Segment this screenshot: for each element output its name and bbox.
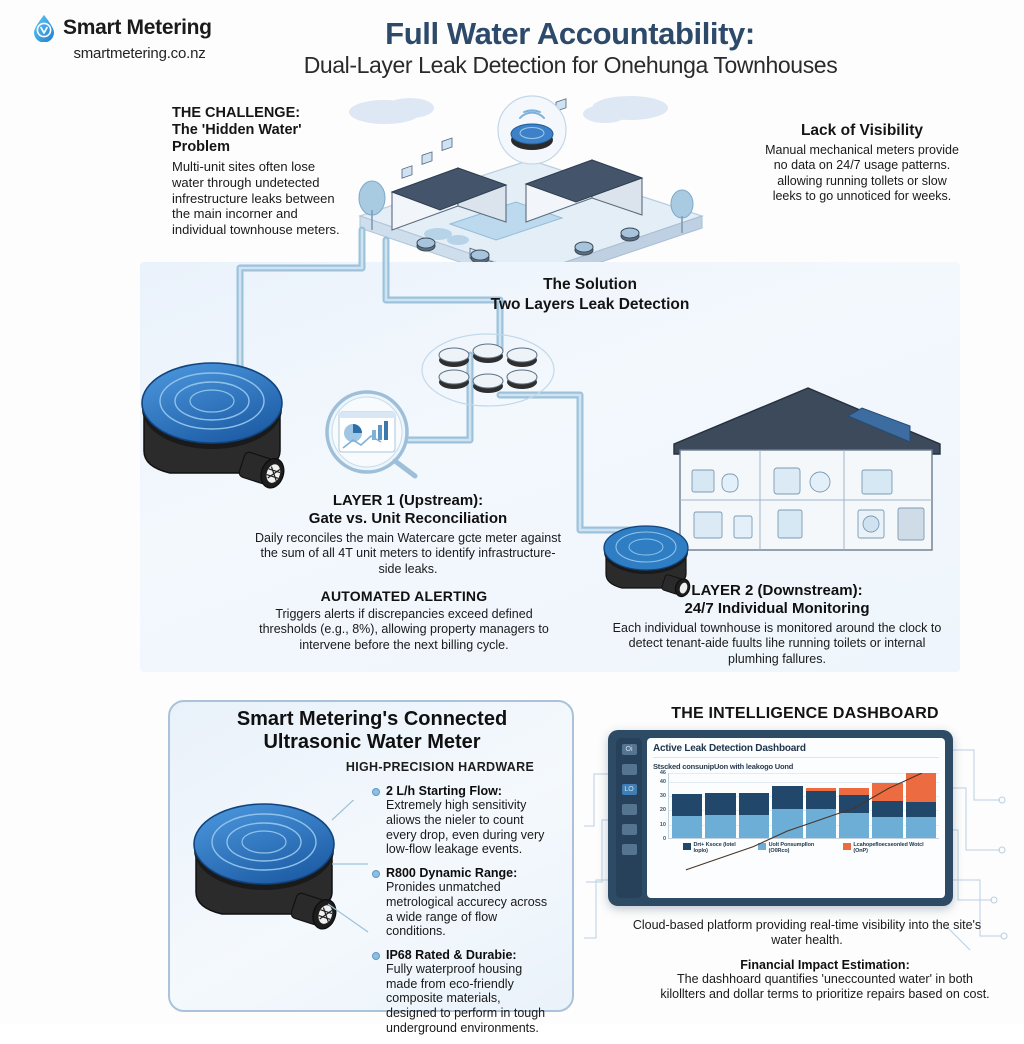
chart-bar xyxy=(672,794,702,838)
dashboard-screen xyxy=(647,738,945,898)
chart-y-tick: 0 xyxy=(662,836,666,842)
layer2-heading-line2: 24/7 Individual Monitoring xyxy=(684,600,870,617)
leak-chart xyxy=(653,770,939,855)
solution-line1: The Solution xyxy=(543,276,637,293)
layer1-heading xyxy=(252,492,564,528)
chart-bar-segment xyxy=(872,783,902,801)
chart-legend xyxy=(668,842,939,855)
chart-bar-segment xyxy=(839,813,869,838)
bullet-dot-icon xyxy=(372,788,380,796)
layer2-heading-line1: LAYER 2 (Downstream): xyxy=(691,582,863,599)
hardware-title-line1: Smart Metering's Connected xyxy=(236,708,508,730)
water-droplet-icon xyxy=(32,14,56,42)
chart-bar-segment xyxy=(806,791,836,810)
chart-legend-item xyxy=(683,842,751,855)
bullet-dot-icon xyxy=(372,952,380,960)
chart-title: Stscked consunipUon with leakogo Uond xyxy=(653,762,794,771)
challenge-body: Multi-unit sites often lose water through undetected infrestructure leaks between the main incorner and individual townhouse meters. xyxy=(172,159,340,237)
hardware-subheading: HIGH-PRECISION HARDWARE xyxy=(345,760,535,774)
visibility-heading: Lack of Visibility xyxy=(800,122,924,139)
chart-gridline xyxy=(669,773,939,774)
brand-name: Smart Metering xyxy=(63,16,212,39)
chart-bar xyxy=(906,773,936,838)
chart-bar xyxy=(739,793,769,838)
chart-bar-segment xyxy=(906,773,936,802)
dashboard-screen-title: Active Leak Detection Dashboard xyxy=(653,743,939,758)
alerting-body: Triggers alerts if discrepancies exceed defined thresholds (e.g., 8%), allowing property managers to intervene before the next billing cycle. xyxy=(259,607,549,652)
chart-bar-segment xyxy=(839,788,869,795)
list-item xyxy=(372,784,554,857)
hardware-item-label: R800 Dynamic Range: xyxy=(386,865,518,880)
hardware-feature-list xyxy=(372,784,554,1044)
menu-icon[interactable] xyxy=(622,764,637,775)
challenge-heading-line2: Problem xyxy=(172,139,231,156)
legend-swatch xyxy=(758,843,766,850)
chart-bar-segment xyxy=(772,786,802,809)
page-title: Full Water Accountability: xyxy=(385,16,755,51)
layer1-block xyxy=(252,492,564,577)
rail-icon-oi[interactable]: Oi xyxy=(622,744,637,755)
chart-legend-item xyxy=(843,842,939,855)
hardware-item-label: IP68 Rated & Durabie: xyxy=(386,947,517,962)
solution-line2: Two Layers Leak Detection xyxy=(490,295,690,313)
list-item xyxy=(372,948,554,1036)
legend-label: Drt+ Ksoce (lotel loplo) xyxy=(693,842,736,855)
chart-y-tick: 30 xyxy=(659,792,666,799)
chart-y-tick: 40 xyxy=(659,778,666,785)
chart-bar xyxy=(839,788,869,838)
chart-bar-segment xyxy=(772,809,802,838)
chart-y-tick: 10 xyxy=(659,821,666,828)
chart-bar-segment xyxy=(872,817,902,838)
visibility-block xyxy=(762,122,962,204)
brand-url: smartmetering.co.nz xyxy=(73,45,206,62)
visibility-body: Manual mechanical meters provide no data on 24/7 usage patterns. allowing running tollets or slow leeks to go unnoticed for weeks. xyxy=(765,143,959,203)
meter-cluster-illustration xyxy=(418,330,558,410)
hardware-item-body: Extremely high sensitivity aliows the nieler to count every drop, even during very low-flow leakage events. xyxy=(386,798,545,857)
chart-y-axis xyxy=(653,770,667,842)
analytics-magnifier-icon xyxy=(315,390,425,480)
bullet-dot-icon xyxy=(372,870,380,878)
layer2-heading xyxy=(612,582,942,618)
financial-impact-body: The dashhoard quantifies 'uneccounted water' in both kilollters and dollar terms to prioritize repairs based on cost. xyxy=(660,972,990,1001)
dashboard-monitor xyxy=(608,730,953,906)
dot-icon[interactable] xyxy=(622,844,637,855)
list-item xyxy=(372,866,554,939)
hardware-item-body: Pronides unmatched metrological accurecy across a wide range of flow conditions. xyxy=(386,880,548,939)
challenge-eyebrow: THE CHALLENGE: xyxy=(172,105,301,121)
financial-impact-heading: Financial Impact Estimation: xyxy=(740,958,910,972)
chart-bar-segment xyxy=(705,815,735,838)
gear-icon[interactable] xyxy=(622,824,637,835)
chart-bar-segment xyxy=(872,801,902,818)
panel-icon[interactable] xyxy=(622,804,637,815)
chart-y-tick: 20 xyxy=(659,807,666,814)
rail-icon-lo[interactable]: LO xyxy=(622,784,637,795)
chart-bar-segment xyxy=(806,809,836,838)
layer2-body: Each individual townhouse is monitored around the clock to detect tenant-aide fuults lihe running toilets or internal plumhing fallures. xyxy=(612,621,942,666)
chart-y-tick: 46 xyxy=(659,770,666,776)
dashboard-sidebar-rail xyxy=(616,738,642,898)
chart-bar-segment xyxy=(906,817,936,838)
chart-bar xyxy=(772,786,802,838)
layer2-block xyxy=(612,582,942,667)
hardware-item-label: 2 L/h Starting Flow: xyxy=(386,784,502,798)
legend-label: Lcahopefloecseonled Wotcl (OnP) xyxy=(853,842,924,855)
chart-bar-segment xyxy=(739,793,769,815)
challenge-heading-line1: The 'Hidden Water' xyxy=(172,122,302,139)
dashboard-section-title: THE INTELLIGENCE DASHBOARD xyxy=(671,705,939,722)
chart-bar-segment xyxy=(672,816,702,838)
challenge-heading xyxy=(172,105,347,156)
chart-legend-item xyxy=(758,842,836,855)
chart-bar-segment xyxy=(839,795,869,813)
hardware-title-line2: Ultrasonic Water Meter xyxy=(263,731,481,753)
layer1-body: Daily reconciles the main Watercare gcte meter against the sum of all 4T unit meters to identify infrastructure-side leaks. xyxy=(255,531,561,576)
chart-plot-area xyxy=(668,773,939,839)
hardware-item-body: Fully waterproof housing made from eco-friendly composite materials, designed to perform in tough underground environments. xyxy=(386,962,546,1035)
chart-bar-segment xyxy=(739,815,769,838)
chart-bar xyxy=(705,793,735,838)
chart-bar xyxy=(806,788,836,838)
chart-bar-segment xyxy=(672,794,702,817)
alerting-block xyxy=(256,588,552,653)
page-subtitle: Dual-Layer Leak Detection for Onehunga Townhouses xyxy=(303,52,838,78)
chart-bar xyxy=(872,783,902,838)
alerting-heading: AUTOMATED ALERTING xyxy=(320,588,488,604)
legend-swatch xyxy=(843,843,851,850)
solution-heading xyxy=(440,275,740,315)
hardware-title xyxy=(178,708,566,754)
chart-bar-segment xyxy=(906,802,936,817)
layer1-heading-line2: Gate vs. Unit Reconciliation xyxy=(308,510,508,527)
brand-block xyxy=(32,14,247,62)
legend-label: Uolt Ponsumpllon (O0Rco) xyxy=(768,842,815,855)
legend-swatch xyxy=(683,843,691,850)
hardware-meter-illustration xyxy=(182,800,372,940)
chart-bar-segment xyxy=(705,793,735,815)
brand-row xyxy=(32,14,247,42)
layer1-heading-line1: LAYER 1 (Upstream): xyxy=(332,492,484,509)
financial-impact-block xyxy=(660,958,990,1002)
upstream-water-meter-illustration xyxy=(130,355,310,495)
dashboard-caption: Cloud-based platform providing real-time visibility into the site's water health. xyxy=(632,918,982,947)
